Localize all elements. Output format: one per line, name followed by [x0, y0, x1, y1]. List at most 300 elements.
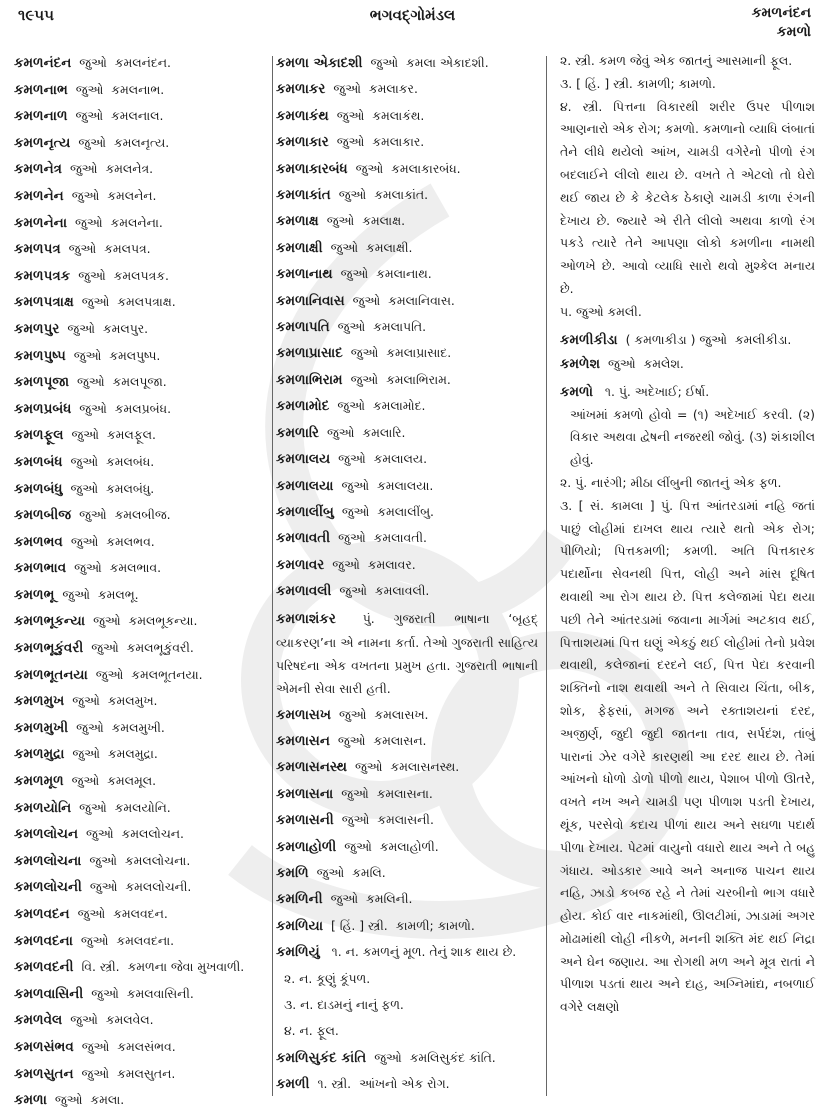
cross-ref-target: કમલવેલ. — [105, 1012, 154, 1028]
dictionary-entry — [276, 578, 538, 604]
cross-ref-label: જુઓ — [73, 347, 102, 363]
dictionary-entry — [14, 715, 259, 742]
dictionary-entry — [14, 662, 259, 689]
cross-ref-label: જુઓ — [79, 400, 107, 416]
headword: કમળાકાર — [276, 134, 329, 151]
cross-ref-target: કમલાસની. — [377, 812, 434, 828]
headword: કમળપૂજા — [14, 374, 70, 391]
cross-ref-target: કમલાહોળી. — [379, 838, 439, 854]
cross-ref-target: કમલાલીંબુ. — [377, 503, 434, 519]
headword: કમળબંધ — [14, 453, 63, 470]
headword: કમળી — [276, 1076, 310, 1093]
cross-ref-label: જુઓ — [86, 826, 114, 842]
headword: કમળિ — [276, 864, 309, 881]
cross-ref-target: કમલસંભવ. — [117, 1038, 176, 1054]
headword: કમળભાવ — [14, 560, 67, 577]
definition: પું. ગુજરાતી ભાષાના ‘બૃહદ્ વ્યાકરણ’ના એ નામના કર્તા. તેઓ ગુજરાતી સાહિત્ય પરિષદના એક વખતના પ્રમુખ હતા. ગુજરાતી ભાષાની એમની સેવા સારી હતી. — [276, 610, 538, 696]
cross-ref-target: કમલાકાર. — [372, 134, 425, 150]
headword: કમળપત્રાક્ષ — [14, 294, 74, 311]
cross-ref-target: કમલાભિરામ. — [386, 371, 451, 387]
page-header — [0, 0, 825, 48]
dictionary-entry — [276, 702, 538, 728]
headword: કમળાવર — [276, 556, 325, 573]
cross-ref-label: જુઓ — [337, 732, 366, 748]
cross-ref-target: કમલમુખ. — [107, 693, 158, 709]
cross-ref-label: જુઓ — [81, 1038, 110, 1054]
cross-ref-target: કમલલોચના. — [124, 852, 191, 868]
cross-ref-target: કમલિસુકંદ કાંતિ. — [409, 1049, 496, 1065]
cross-ref-label: જુઓ — [80, 932, 109, 948]
dictionary-entry — [14, 821, 259, 848]
headword: કમળસંભવ — [14, 1038, 74, 1055]
entry-kamalo — [560, 380, 815, 1020]
dictionary-entry — [14, 1087, 259, 1114]
dictionary-entry — [276, 50, 538, 76]
headword: કમળફૂલ — [14, 427, 64, 444]
dictionary-entry — [14, 901, 259, 928]
cross-ref-target: કમલાપતિ. — [373, 319, 427, 335]
headword: કમળાસખ — [276, 706, 331, 723]
headword: કમળાકારબંધ — [276, 160, 348, 177]
sense: ૩. [ સં. કામલા ] પું. પિત્ત આંતરડામાં નહિ જતાં પાછું લોહીમાં દાખલ થાય ત્યારે થતો એક રોગ; પીળિયો; પિત્તકમળી; કમળી. અતિ પિત્તકારક પદાર્થોના સેવનથી પિત્ત, લોહી અને માંસ દૂષિત થવાથી આ રોગ થાય છે. પિત્ત કલેજામાં પેદા થયા પછી તેને આંતરડામાં જવાના માર્ગમાં અટકાવ થઈ, પિત્તાશયમાં પિત્ત ઘણું એકઠું થઈ લોહીમાં તેનો પ્રવેશ થવાથી, કલેજાનાં દરદને લઈ, પિત્ત પેદા કરવાની શક્તિનો નાશ થવાથી અને તે સિવાય ચિંતા, બીક, શોક, ફેફસાં, મગજ અને રક્તાશયનાં દરદ, અજીર્ણ, જુદી જુદી જાતના તાવ, સર્પદંશ, તાંબું પારાનાં ઝેર વગેરે કારણથી આ દરદ થાય છે. તેમાં આંખનો ધોળો ડોળો પીળો થાય, પેશાબ પીળો ઊતરે, વખતે નખ અને ચામડી પણ પીળાશ પડતી દેખાય, થૂંક, પરસેવો કદાચ પીળાં થાય અને સઘળા પદાર્થ પીળા દેખાય. પેટમાં વાયુનો વધારો થાય અને તે બહુ ગંધાય. ઓડકાર આવે અને અનાજ પાચન થાય નહિ, ઝાડો કબજ રહે ને તેમાં ચરબીનો ભાગ વધારે હોય. કોઈ વાર નાકમાંથી, ઊલટીમાં, ઝાડામાં અગર મોઢામાંથી લોહી નીકળે, મનની શક્તિ મંદ થઈ નિદ્રા અને ઘેન જણાય. આ રોગથી મળ અને મૂત્ર રાતાં ને પીળાશ પડતાં થાય અને દાહ, અગ્નિમાંદ્ય, નબળાઈ વગેરે લક્ષણો — [560, 497, 815, 1015]
headword: કમળાવતી — [276, 530, 331, 547]
cross-ref-label: જુઓ — [326, 424, 355, 440]
dictionary-entry — [276, 913, 538, 939]
headword: કમળનૃત્ય — [14, 134, 71, 151]
headword: કમળાપતિ — [276, 319, 330, 336]
cross-ref-target: કમલાક્ષ. — [362, 213, 406, 229]
cross-ref-label: જુઓ — [70, 453, 99, 469]
cross-ref-label: જુઓ — [608, 355, 636, 371]
dictionary-entry — [14, 848, 259, 875]
headword: કમળવદના — [14, 932, 73, 949]
headword: કમળાસના — [276, 785, 334, 802]
dictionary-entry — [14, 103, 259, 130]
cross-ref-label: વિ. સ્ત્રી. — [81, 959, 120, 975]
dictionary-entry — [276, 552, 538, 578]
cross-ref-target: કમલાકાંત. — [374, 187, 429, 203]
left-column — [14, 50, 259, 1114]
cross-ref-label: જુઓ — [95, 666, 124, 682]
cross-ref-label: જુઓ — [341, 477, 369, 493]
idiom: આંખમાં કમળો હોવો = (૧) અદેખાઈ કરવી. (૨) વિકાર અથવા દ્વેષની નજરથી જોવું. (૩) શંકાશીલ હોવું. — [570, 406, 815, 468]
middle-column — [276, 50, 538, 1098]
cross-ref-target: કમલનેના. — [110, 214, 163, 230]
cross-ref-target: કમલિ. — [352, 864, 386, 880]
headword: કમળિયા — [276, 917, 324, 934]
cross-ref-label: જુઓ — [91, 985, 119, 1001]
cross-ref-label: જુઓ — [350, 371, 379, 387]
cross-ref-target: કમલબીજ. — [114, 507, 171, 523]
cross-ref-target: કમલમૂલ. — [107, 773, 157, 789]
cross-ref-label: જુઓ — [355, 160, 384, 176]
headword: કમળભૂકુંવરી — [14, 640, 84, 657]
cross-ref-target: કમલા. — [90, 1092, 125, 1108]
entry-kamalashankar — [276, 607, 538, 700]
dictionary-entry — [14, 156, 259, 183]
cross-ref-label: જુઓ — [338, 187, 367, 203]
cross-ref-label: જુઓ — [76, 719, 104, 735]
headword: કમળમૂળ — [14, 773, 64, 790]
headword: કમળમુખ — [14, 693, 65, 710]
guide-words — [752, 4, 811, 42]
cross-ref-label: જુઓ — [75, 108, 103, 124]
cross-ref-label: જુઓ — [352, 292, 381, 308]
cross-ref-label: જુઓ — [344, 838, 372, 854]
cross-ref-target: કમળના જેવા મુખવાળી. — [127, 959, 245, 975]
cross-ref-label: જુઓ — [70, 533, 99, 549]
cross-ref-label: [ હિં. ] સ્ત્રી. — [331, 917, 388, 933]
cross-ref-target: કમલનેત્ર. — [105, 161, 154, 177]
cross-ref-label: જુઓ — [75, 81, 104, 97]
dictionary-entry — [14, 77, 259, 104]
cross-ref-label: જુઓ — [337, 319, 366, 335]
headword: કમળાસની — [276, 812, 334, 829]
headword: કમળાલય — [276, 451, 331, 468]
cross-ref-label: જુઓ — [54, 1092, 83, 1108]
headword: કમળેશ — [560, 355, 601, 372]
headword: કમળપત્રક — [14, 267, 71, 284]
cross-ref-target: કમલપુષ્પ. — [109, 347, 161, 363]
cross-ref-target: કમલભૂકન્યા. — [128, 613, 198, 629]
cross-ref-target: કમલાવતી. — [373, 530, 427, 546]
headword: કમળિની — [276, 891, 323, 908]
cross-ref-target: કમલયોનિ. — [114, 799, 171, 815]
dictionary-entry — [276, 1045, 538, 1071]
cross-ref-target: કમલભવ. — [106, 533, 155, 549]
headword: કમળપત્ર — [14, 241, 61, 258]
headword: કમળાક્ષ — [276, 213, 319, 230]
cross-ref-label: જુઓ — [370, 55, 398, 70]
cross-ref-target: કમલફૂલ. — [106, 427, 156, 443]
cross-ref-label: જુઓ — [93, 613, 121, 629]
cross-ref-target: કમલમુખી. — [111, 719, 165, 735]
headword: કમળામોદ — [276, 398, 330, 415]
sense: ૧. પું. અદેખાઈ; ઈર્ષા. — [604, 383, 710, 399]
cross-ref-label: જુઓ — [72, 693, 100, 709]
cross-ref-target: કમલાસના. — [376, 785, 433, 801]
cross-ref-label: જુઓ — [77, 374, 105, 390]
headword: કમળભૂકન્યા — [14, 613, 86, 630]
cross-ref-label: જુઓ — [69, 161, 98, 177]
cross-ref-label: જુઓ — [341, 785, 369, 801]
headword: કમળાકર — [276, 81, 326, 98]
headword: કમળાક્ષી — [276, 239, 323, 256]
cross-ref-target: કમલવાસિની. — [126, 985, 194, 1001]
headword: કમળવેલ — [14, 1012, 63, 1029]
cross-ref-target: કમલીકીડા. — [734, 331, 792, 347]
cross-ref-label: જુઓ — [338, 451, 366, 467]
dictionary-entry — [276, 886, 538, 912]
headword: કમળભવ — [14, 533, 63, 550]
cross-ref-label: જુઓ — [354, 759, 383, 775]
dictionary-entry — [14, 981, 259, 1008]
cross-ref-label: ૧. સ્ત્રી. — [317, 1076, 352, 1092]
cross-ref-label: જુઓ — [89, 852, 117, 868]
headword: કમળલોચની — [14, 879, 82, 896]
cross-ref-target: કમલાનાથ. — [376, 266, 432, 282]
cross-ref-target: કમલાસનસ્થ. — [390, 759, 460, 775]
cross-ref-target: કામળી; કામળો. — [395, 917, 475, 933]
headword: કમળિસુકંદ કાંતિ — [276, 1049, 367, 1066]
headword: કમળમુદ્રા — [14, 746, 65, 763]
cross-ref-label: જુઓ — [71, 187, 100, 203]
headword: કમળા એકાદશી — [276, 55, 363, 71]
cross-ref-target: કમલાકંથ. — [372, 107, 425, 123]
page-number: ૧૯૫૫ — [18, 6, 54, 24]
cross-ref-target: કમલિની. — [366, 891, 413, 907]
cross-ref-label: જુઓ — [374, 1049, 402, 1065]
cross-ref-label: જુઓ — [72, 746, 100, 762]
cross-ref-label: જુઓ — [68, 241, 97, 257]
cross-ref-target: કમલાવલી. — [374, 583, 430, 599]
headword: કમળસુતન — [14, 1065, 74, 1082]
cross-ref-target: કમલામોદ. — [372, 398, 426, 414]
dictionary-entry — [276, 1071, 538, 1097]
cross-ref-label: જુઓ — [336, 107, 365, 123]
cross-ref-target: કમલનાભ. — [111, 81, 165, 97]
cross-ref-label: જુઓ — [79, 799, 107, 815]
dictionary-entry — [14, 608, 259, 635]
dictionary-entry — [14, 422, 259, 449]
cross-ref-target: કમલવદના. — [116, 932, 175, 948]
dictionary-entry — [276, 208, 538, 234]
dictionary-entry — [14, 316, 259, 343]
cross-ref-target: કમલપ્રબંધ. — [114, 400, 172, 416]
cross-ref-target: કમલબંધ. — [106, 453, 155, 469]
dictionary-entry — [276, 525, 538, 551]
dictionary-entry — [14, 582, 259, 609]
running-title: ભગવદ્ગોમંડલ — [369, 6, 456, 24]
cross-ref-label: જુઓ — [336, 134, 365, 150]
dictionary-entry — [276, 473, 538, 499]
headword: કમળા — [14, 1092, 47, 1109]
cross-ref-label: જુઓ — [71, 773, 100, 789]
dictionary-entry — [14, 449, 259, 476]
cross-ref-label: જુઓ — [77, 906, 106, 921]
cross-ref-target: કમલલોચન. — [121, 826, 184, 842]
dictionary-entry — [276, 781, 538, 807]
sense: ૪. ન. ફૂલ. — [284, 1023, 339, 1039]
cross-ref-label: જુઓ — [79, 507, 107, 523]
cross-ref-target: કમલપૂજા. — [112, 374, 167, 390]
dictionary-entry — [276, 182, 538, 208]
cross-ref-label: જુઓ — [326, 213, 355, 229]
cross-ref-label: જુઓ — [89, 879, 118, 895]
cross-ref-target: કમલાલયા. — [376, 477, 434, 493]
headword: કમળનેન — [14, 187, 64, 204]
cross-ref-target: કમલલોચની. — [125, 879, 192, 895]
dictionary-entry — [14, 476, 259, 503]
headword: કમળવદન — [14, 906, 70, 922]
dictionary-entry — [14, 343, 259, 370]
dictionary-entry — [560, 328, 815, 352]
cross-ref-label: જુઓ — [81, 1065, 110, 1081]
cross-ref-target: કમલપત્રક. — [113, 267, 169, 283]
cross-ref-label: જુઓ — [70, 1012, 98, 1028]
dictionary-entry — [276, 76, 538, 102]
dictionary-entry — [14, 183, 259, 210]
headword: કમળપ્રબંધ — [14, 400, 72, 417]
dictionary-entry — [276, 235, 538, 261]
headword: કમળબીજ — [14, 507, 72, 524]
dictionary-entry — [14, 768, 259, 795]
headword: કમળબંધુ — [14, 480, 63, 497]
headword: કમળપુર — [14, 320, 60, 337]
dictionary-entry — [14, 263, 259, 290]
dictionary-entry — [276, 340, 538, 366]
cross-ref-target: કમલમુદ્રા. — [107, 746, 158, 762]
cross-ref-target: કમલપત્ર. — [104, 241, 151, 257]
dictionary-entry — [14, 529, 259, 556]
dictionary-entry — [14, 795, 259, 822]
dictionary-entry — [14, 236, 259, 263]
dictionary-entry — [14, 1007, 259, 1034]
headword: કમળનાભ — [14, 81, 68, 98]
cross-ref-label: જુઓ — [79, 55, 107, 70]
dictionary-entry — [276, 860, 538, 886]
cross-ref-target: કમલનાલ. — [110, 108, 164, 124]
headword: કમળીકીડા — [560, 331, 618, 348]
cross-ref-label: જુઓ — [333, 81, 361, 97]
cross-ref-target: કમલેશ. — [643, 355, 684, 371]
headword: કમળયોનિ — [14, 799, 72, 816]
headword: કમળલોચન — [14, 826, 79, 843]
cross-ref-label: જુઓ — [332, 556, 360, 572]
headword: કમળવાસિની — [14, 985, 84, 1002]
cross-ref-label: જુઓ — [340, 266, 369, 282]
cross-ref-label: જુઓ — [78, 267, 106, 283]
dictionary-entry — [276, 367, 538, 393]
dictionary-entry — [276, 446, 538, 472]
dictionary-entry — [14, 635, 259, 662]
headword: કમળપુષ્પ — [14, 347, 66, 364]
headword: કમળાશંકર — [276, 610, 336, 627]
cross-ref-target: કમલબંધુ. — [106, 480, 155, 496]
headword: કમળાકંથ — [276, 107, 329, 124]
dictionary-entry — [14, 1061, 259, 1088]
dictionary-entry — [276, 420, 538, 446]
cross-ref-target: કમલાલય. — [373, 451, 428, 467]
kamali-sense-5: ૫. જુઓ કમલી. — [560, 303, 642, 319]
cross-ref-label: જુઓ — [81, 294, 110, 310]
cross-ref-label: જુઓ — [91, 640, 119, 656]
kamali-sense-2: ૨. સ્ત્રી. કમળ જેવું એક જાતનું આસમાની ફૂલ. — [560, 53, 793, 68]
dictionary-entry — [276, 834, 538, 860]
dictionary-entry — [14, 555, 259, 582]
dictionary-entry — [276, 288, 538, 314]
cross-ref-label: જુઓ — [316, 864, 345, 880]
dictionary-entry — [276, 103, 538, 129]
dictionary-entry — [276, 754, 538, 780]
cross-ref-label: જુઓ — [330, 891, 359, 907]
cross-ref-label: ( કમળાકીડા ) જુઓ — [625, 331, 727, 347]
sense: ૩. ન. દાડમનું નાનું ફળ. — [284, 997, 404, 1012]
cross-ref-label: જુઓ — [71, 427, 99, 443]
headword: કમળાસન — [276, 732, 330, 749]
headword: કમળિયું — [276, 944, 320, 961]
dictionary-entry — [14, 928, 259, 955]
cross-ref-label: જુઓ — [341, 503, 370, 519]
dictionary-entry — [276, 261, 538, 287]
headword: કમળલોચના — [14, 852, 82, 869]
cross-ref-target: કમલાસખ. — [374, 706, 429, 722]
cross-ref-label: જુઓ — [75, 214, 103, 230]
sense: ૨. પું. નારંગી; મીઠા લીંબુની જાતનું એક ફળ. — [560, 474, 782, 490]
dictionary-entry — [276, 499, 538, 525]
cross-ref-label: જુઓ — [67, 320, 95, 336]
cross-ref-target: કમલાનિવાસ. — [388, 292, 455, 308]
cross-ref-label: જુઓ — [62, 586, 90, 602]
headword: કમળાનાથ — [276, 266, 333, 283]
dictionary-entry — [14, 1034, 259, 1061]
headword: કમળનાળ — [14, 108, 68, 125]
cross-ref-label: જુઓ — [330, 239, 359, 255]
sense: ૧. ન. કમળનું મૂળ. તેનું શાક થાય છે. — [331, 944, 517, 960]
dictionary-entry — [14, 130, 259, 157]
cross-ref-target: કમલાકારબંધ. — [391, 160, 461, 176]
column-divider-right — [546, 56, 547, 1096]
cross-ref-target: કમલાકર. — [368, 81, 418, 97]
cross-ref-target: કમલનૃત્ય. — [113, 134, 170, 150]
headword: કમળાલીંબુ — [276, 503, 334, 520]
headword: કમળનેત્ર — [14, 161, 62, 178]
cross-ref-target: કમલભૂકુંવરી. — [126, 640, 194, 656]
cross-ref-target: કમલારિ. — [362, 424, 406, 440]
cross-ref-target: કમલા એકાદશી. — [405, 55, 489, 70]
dictionary-entry — [14, 396, 259, 423]
right-column — [560, 50, 815, 1019]
cross-ref-label: જુઓ — [350, 345, 379, 361]
dictionary-entry — [14, 369, 259, 396]
headword: કમળાસનસ્થ — [276, 759, 347, 776]
cross-ref-target: કમલવદન. — [113, 906, 168, 921]
cross-ref-target: કમલપુર. — [102, 320, 149, 336]
cross-ref-target: કમલાવર. — [367, 556, 416, 572]
cross-ref-target: કમલનેન. — [107, 187, 157, 203]
headword: કમળાપ્રાસાદ — [276, 345, 343, 362]
cross-ref-target: કમલભૂ. — [97, 586, 139, 602]
headword: કમળાવલી — [276, 583, 332, 600]
cross-ref-target: કમલપત્રાક્ષ. — [117, 294, 176, 310]
headword: કમળભૂતનયા — [14, 666, 88, 683]
headword: કમળનંદન — [14, 55, 72, 71]
cross-ref-label: જુઓ — [341, 812, 370, 828]
cross-ref-label: જુઓ — [70, 480, 99, 496]
headword: કમળનેના — [14, 214, 68, 231]
dictionary-entry — [14, 289, 259, 316]
dictionary-entry — [14, 210, 259, 237]
cross-ref-target: કમલભૂતનયા. — [131, 666, 203, 682]
dictionary-entry — [276, 314, 538, 340]
dictionary-entry — [14, 874, 259, 901]
cross-ref-target: કમલાપ્રાસાદ. — [386, 345, 452, 361]
cross-ref-label: જુઓ — [74, 560, 102, 576]
dictionary-entry — [14, 688, 259, 715]
headword: કમળમુખી — [14, 719, 69, 736]
column-divider-left — [272, 56, 273, 1096]
cross-ref-target: કમલાક્ષી. — [366, 239, 413, 255]
headword: કમળો — [560, 383, 593, 400]
headword: કમળાભિરામ — [276, 371, 343, 388]
dictionary-entry — [14, 502, 259, 529]
sense: ૨. ન. કૂણું કૂંપળ. — [284, 970, 371, 986]
dictionary-entry — [14, 741, 259, 768]
headword: કમળભૂ — [14, 586, 55, 603]
headword: કમળારિ — [276, 424, 319, 441]
dictionary-entry — [14, 954, 259, 981]
headword: કમળાહોળી — [276, 838, 337, 855]
